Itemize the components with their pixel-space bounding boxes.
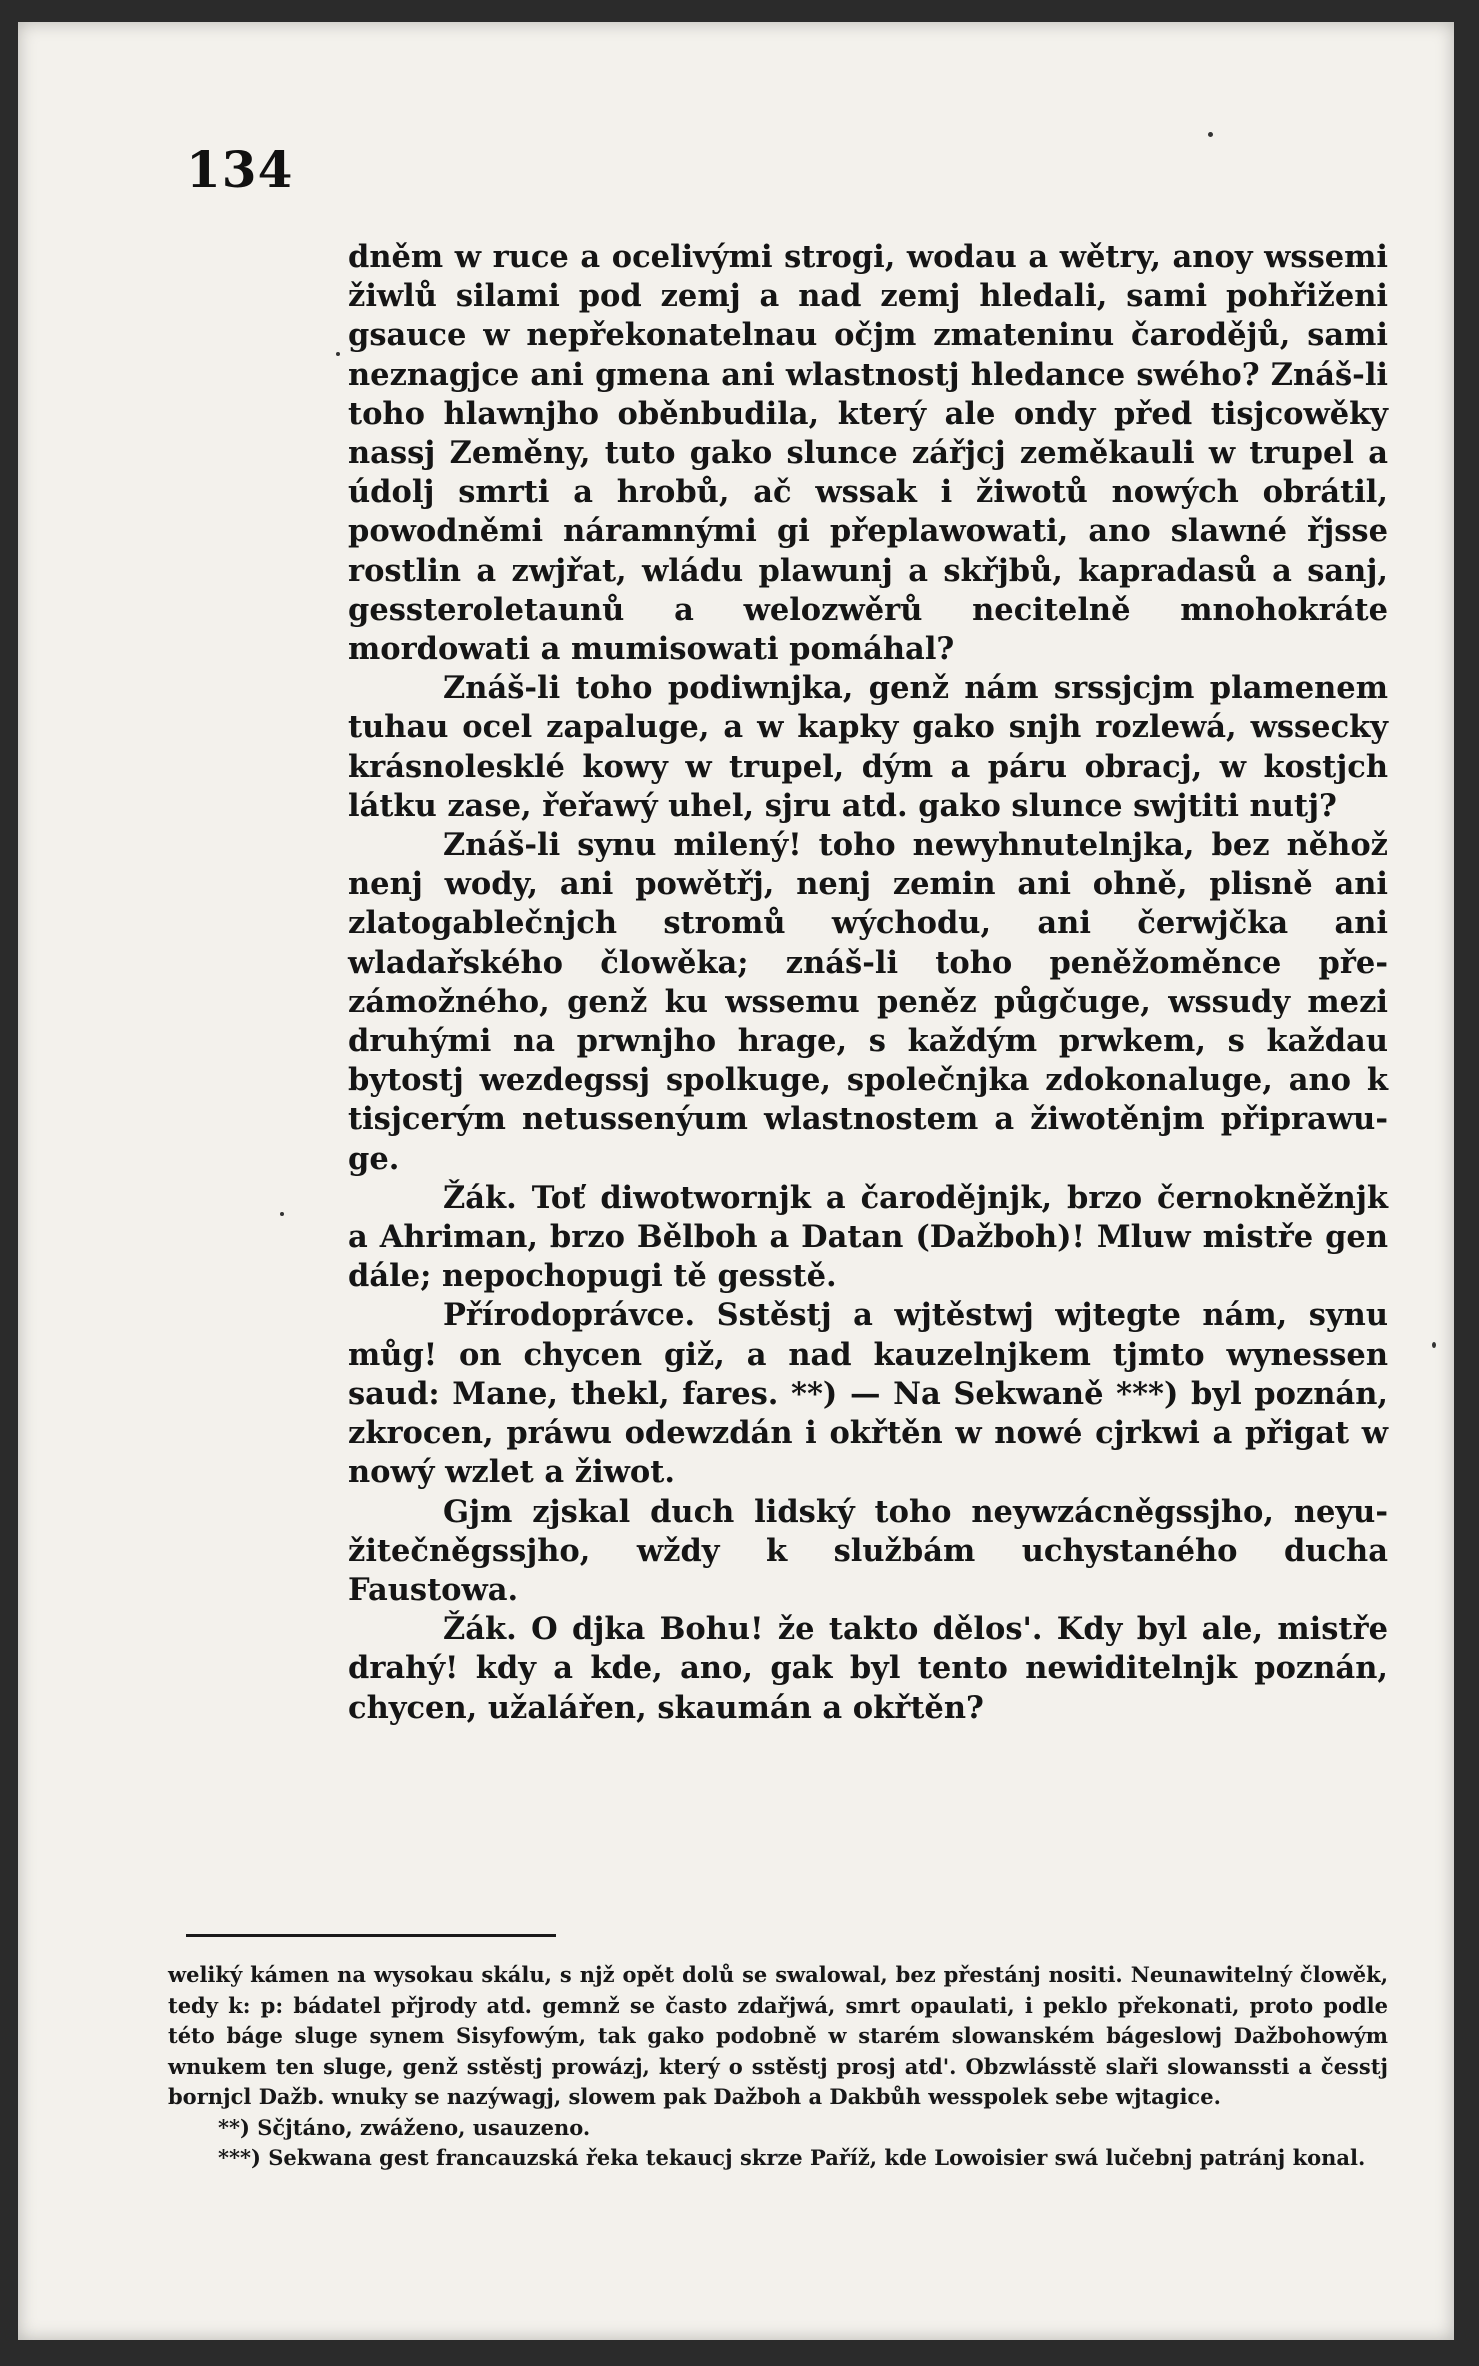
dialogue-paragraph: Žák. O djka Bohu! že takto dělos'. Kdy byl ale, mistře drahý! kdy a kde, ano, gak byl tento newiditelnjk poznán, chycen, užalářen, skaumán a okřtěn? [348,1611,1388,1726]
dialogue-paragraph: Žák. Toť diwotwornjk a čarodějnjk, brzo černokněžnjk a Ahriman, brzo Bělboh a Datan (Dažboh)! Mluw mistře gen dále; nepochopugi tě gesstě. [348,1179,1388,1295]
print-speck [280,1212,284,1216]
print-speck [1208,132,1213,137]
footnotes [168,1960,1388,2174]
book-page [18,22,1454,2340]
dialogue-paragraph: Přírodoprávce. Sstěstj a wjtěstwj wjtegte nám, synu můg! on chycen giž, a nad kauzelnjkem tjmto wynessen saud: Mane, thekl, fares. **) — Na Sekwaně ***) byl poznán, zkrocen, práwu odewzdán i okřtěn w nowé cjrkwi a přigat w nowý wzlet a žiwot. [348,1297,1388,1491]
paragraph: Znáš-li synu milený! toho newyhnutelnjka, bez něhož nenj wody, ani powětřj, nenj zemin ani ohně, plisně ani zlatogablečnjch stromů wýchodu, ani čerwjčka ani wladařského člowěka; znáš-li toho peněžoměnce přezámožného, genž ku wssemu peněz půgčuge, wssudy mezi druhými na prwnjho hrage, s každým prwkem, s každau bytostj wezdegssj spolkuge, společnjka zdokonaluge, ano k tisjcerým netussenýum wlastnostem a žiwotěnjm připrawuge. [348,827,1388,1177]
main-text [348,238,1388,1728]
footnote: ***) Sekwana gest francauzská řeka tekaucj skrze Paříž, kde Lowoisier swá lučebnj patránj konal. [218,2145,1366,2170]
print-speck [336,352,340,356]
footnote: **) Sčjtáno, zwáženo, usauzeno. [218,2114,591,2140]
footnote: weliký kámen na wysokau skálu, s njž opět dolů se swalowal, bez přestánj nositi. Neunawitelný člowěk, tedy k: p: bádatel přjrody atd. gemnž se často zdařjwá, smrt opaulati, i peklo překonati, proto podle této báge sluge synem Sisyfowým, tak gako podobně w starém slowanském bágeslowj Dažbohowým wnukem ten sluge, genž sstěstj prowázj, který o sstěstj prosj atd'. Obzwlásstě slaři slowanssti a česstj bornjcl Dažb. wnuky se nazýwagj, slowem pak Dažboh a Dakbůh wesspolek sebe wjtagice. [168,1962,1388,2109]
paragraph: dněm w ruce a ocelivými strogi, wodau a wětry, anoy wssemi žiwlů silami pod zemj a nad zemj hledali, sami pohřiženi gsauce w nepřekonatelnau očjm zmateninu čarodějů, sami neznagjce ani gmena ani wlastnostj hledance swého? Znáš-li toho hlawnjho oběnbudila, který ale ondy před tisjcowěky nassj Zeměny, tuto gako slunce zářjcj zeměkauli w trupel a údolj smrti a hrobů, ač wssak i žiwotů nowých obrátil, powodněmi náramnými gi přeplawowati, ano slawné řjsse rostlin a zwjřat, wládu plawunj a skřjbů, kapradasů a sanj, gessteroletaunů a welozwěrů necitelně mnohokráte mordowati a mumisowati pomáhal? [348,239,1388,668]
paragraph: Znáš-li toho podiwnjka, genž nám srssjcjm plamenem tuhau ocel zapaluge, a w kapky gako snjh rozlewá, wssecky krásnolesklé kowy w trupel, dým a páru obracj, w kostjch látku zase, řeřawý uhel, sjru atd. gako slunce swjtiti nutj? [348,670,1388,824]
page-number: 134 [186,140,294,199]
paragraph: Gjm zjskal duch lidský toho neywzácněgssjho, neyužitečněgssjho, wždy k službám uchystaného ducha Faustowa. [348,1493,1388,1608]
print-speck [1432,1342,1436,1348]
footnote-divider [186,1934,556,1937]
